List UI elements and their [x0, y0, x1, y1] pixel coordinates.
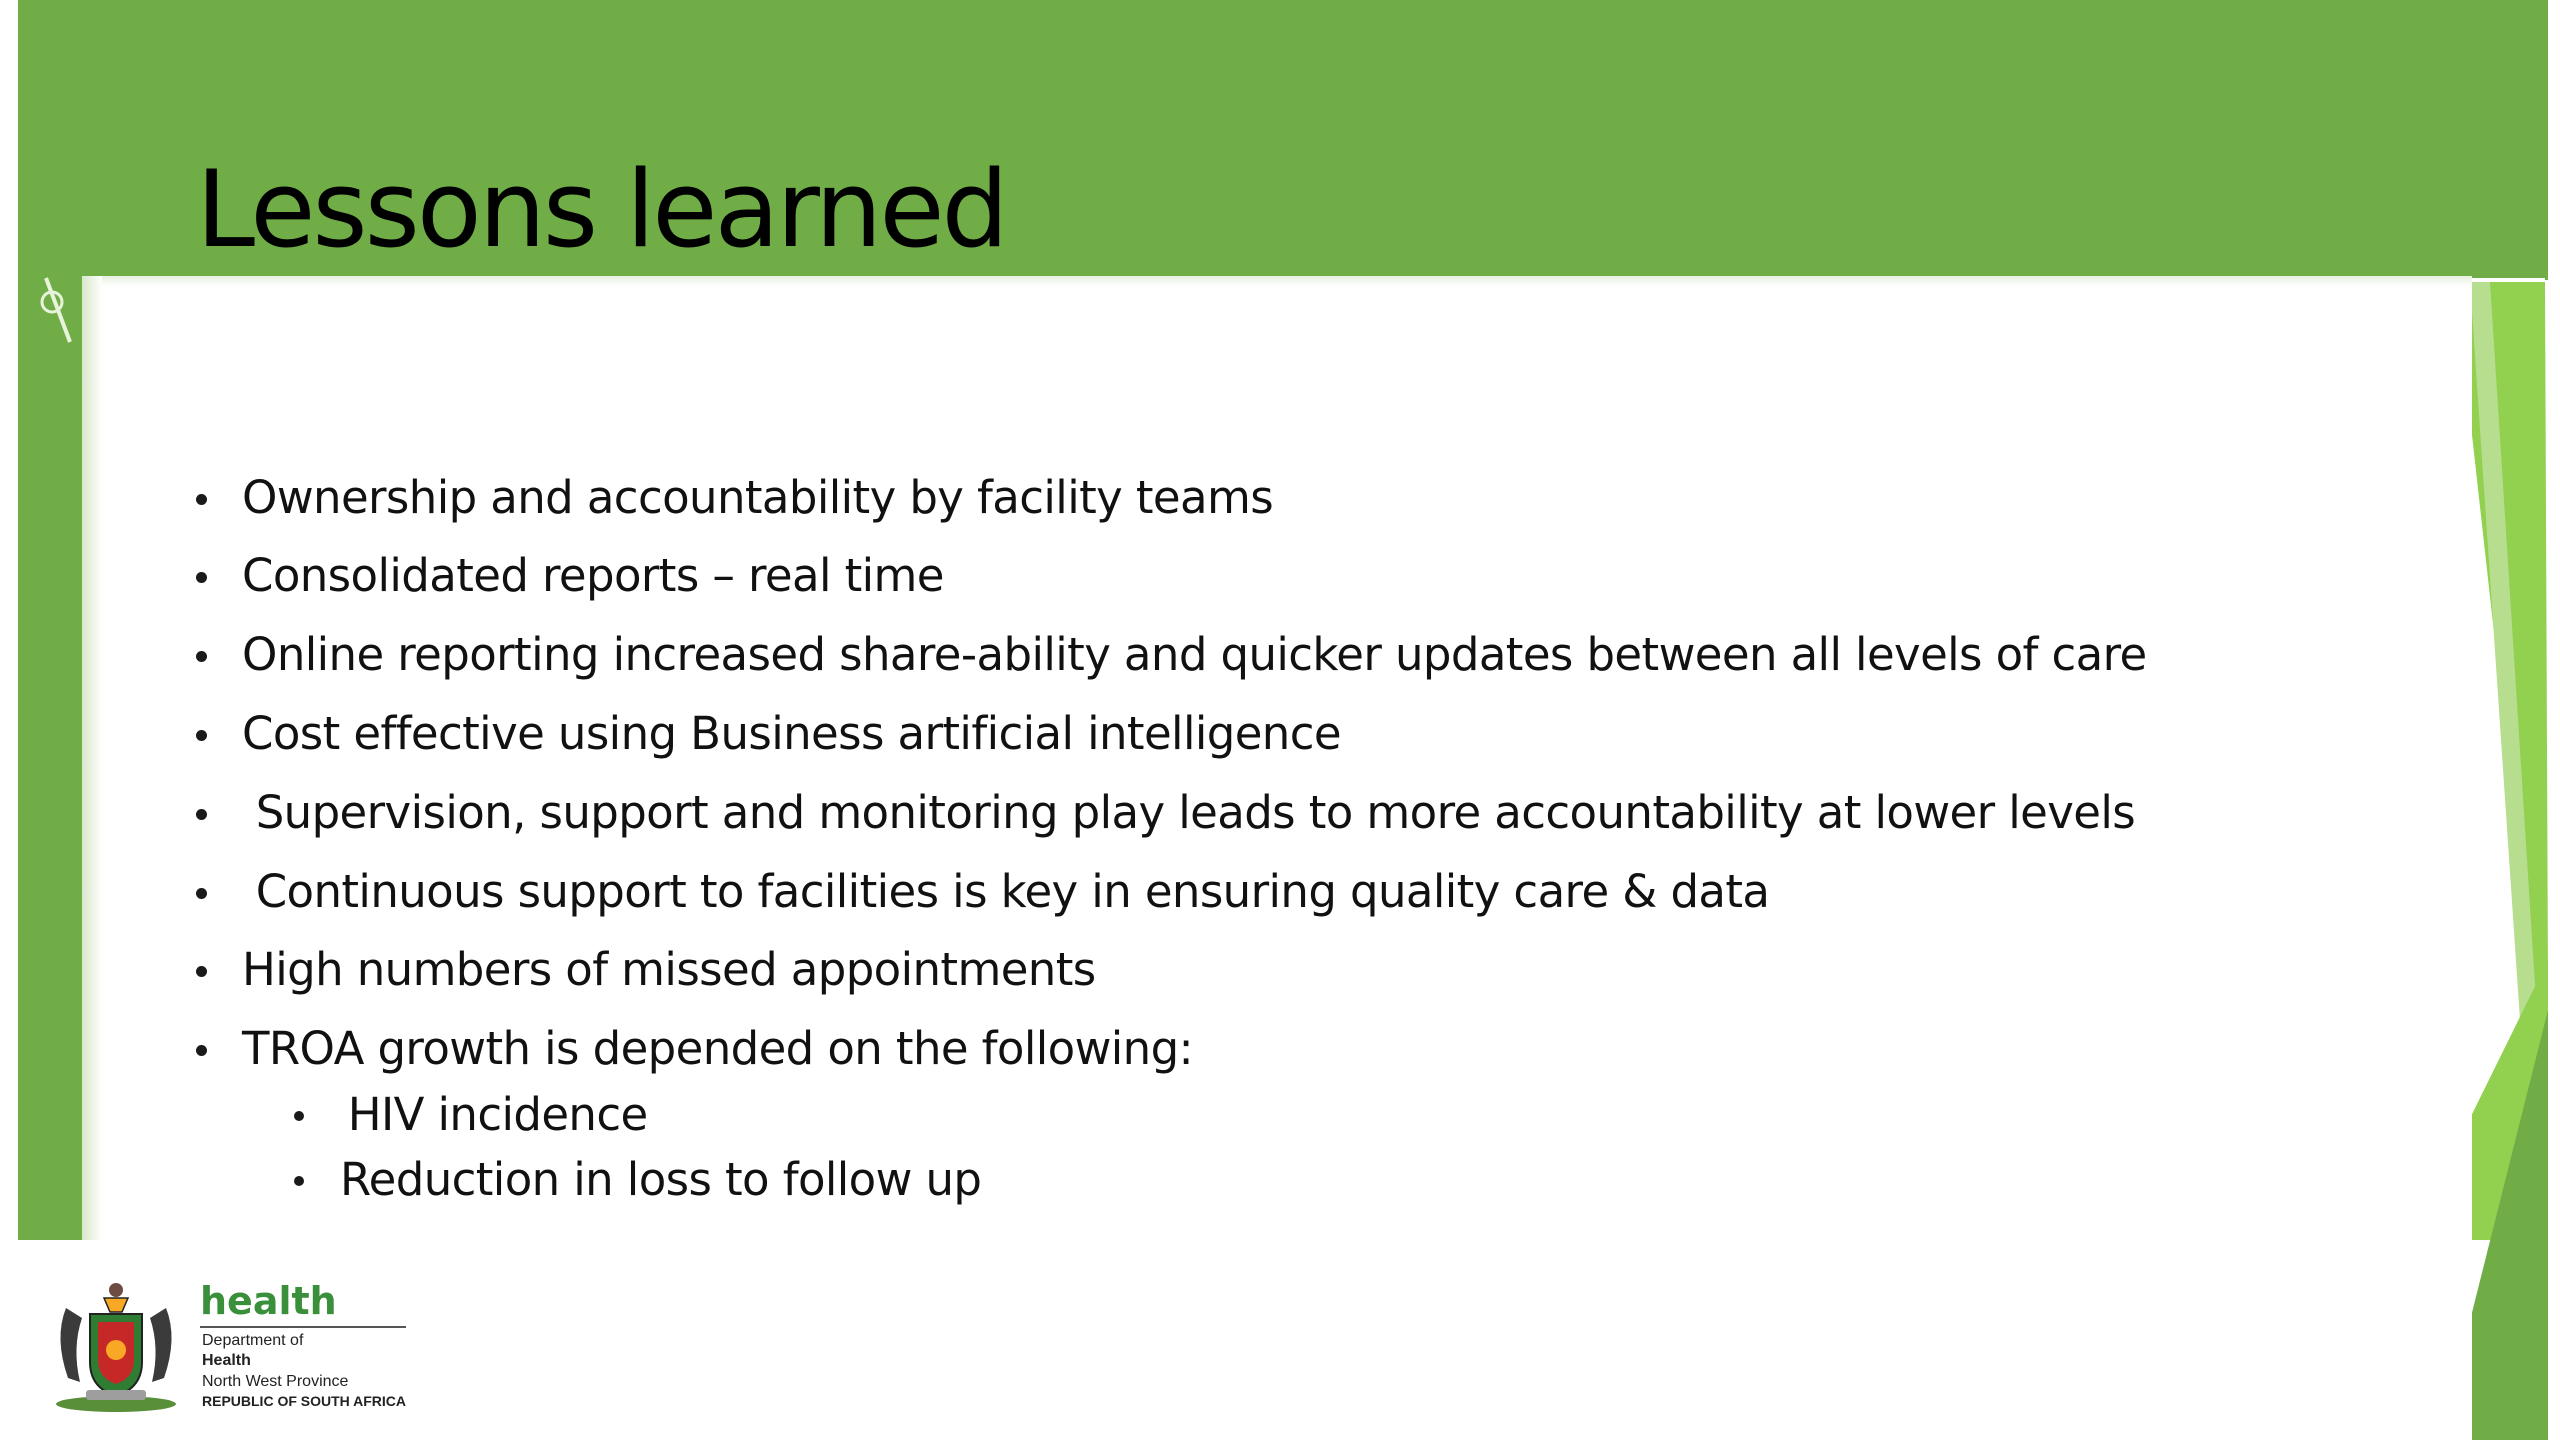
logo-health-word: health — [200, 1279, 337, 1323]
logo-line-4: REPUBLIC OF SOUTH AFRICA — [202, 1393, 407, 1409]
bullet-text: Cost effective using Business artificial intelligence — [242, 707, 1341, 760]
logo-line-3: North West Province — [202, 1373, 349, 1390]
bullet-dot-icon — [196, 572, 207, 583]
bullet-text: Continuous support to facilities is key in ensuring quality care & data — [242, 865, 1770, 918]
content-panel-top-shadow — [82, 276, 2472, 286]
bullet-dot-icon — [196, 809, 207, 820]
sub-bullet-text: Reduction in loss to follow up — [340, 1153, 982, 1206]
department-logo — [46, 1278, 426, 1418]
bullet-dot-icon — [196, 494, 207, 505]
bullet-text: High numbers of missed appointments — [242, 943, 1096, 996]
bullet-dot-icon — [196, 1045, 207, 1056]
bullet-dot-icon — [294, 1111, 304, 1121]
bullet-text: Consolidated reports – real time — [242, 549, 944, 602]
logo-line-1: Department of — [202, 1332, 304, 1349]
bullet-text: TROA growth is depended on the following: — [242, 1022, 1194, 1075]
bullet-dot-icon — [196, 730, 207, 741]
bullet-dot-icon — [294, 1176, 304, 1186]
slide-title: Lessons learned — [196, 148, 1006, 271]
sub-bullet-text: HIV incidence — [334, 1088, 648, 1141]
content-panel-left-glow — [82, 276, 102, 1240]
coat-of-arms-icon — [46, 1278, 186, 1414]
bullet-dot-icon — [196, 888, 207, 899]
bullet-dot-icon — [196, 966, 207, 977]
bullet-dot-icon — [196, 651, 207, 662]
bullet-text: Online reporting increased share-ability and quicker updates between all levels of care — [242, 628, 2147, 681]
bullet-text: Ownership and accountability by facility teams — [242, 471, 1274, 524]
logo-line-2: Health — [202, 1352, 251, 1369]
bullet-text: Supervision, support and monitoring play leads to more accountability at lower levels — [242, 786, 2136, 839]
logo-divider — [200, 1326, 406, 1328]
